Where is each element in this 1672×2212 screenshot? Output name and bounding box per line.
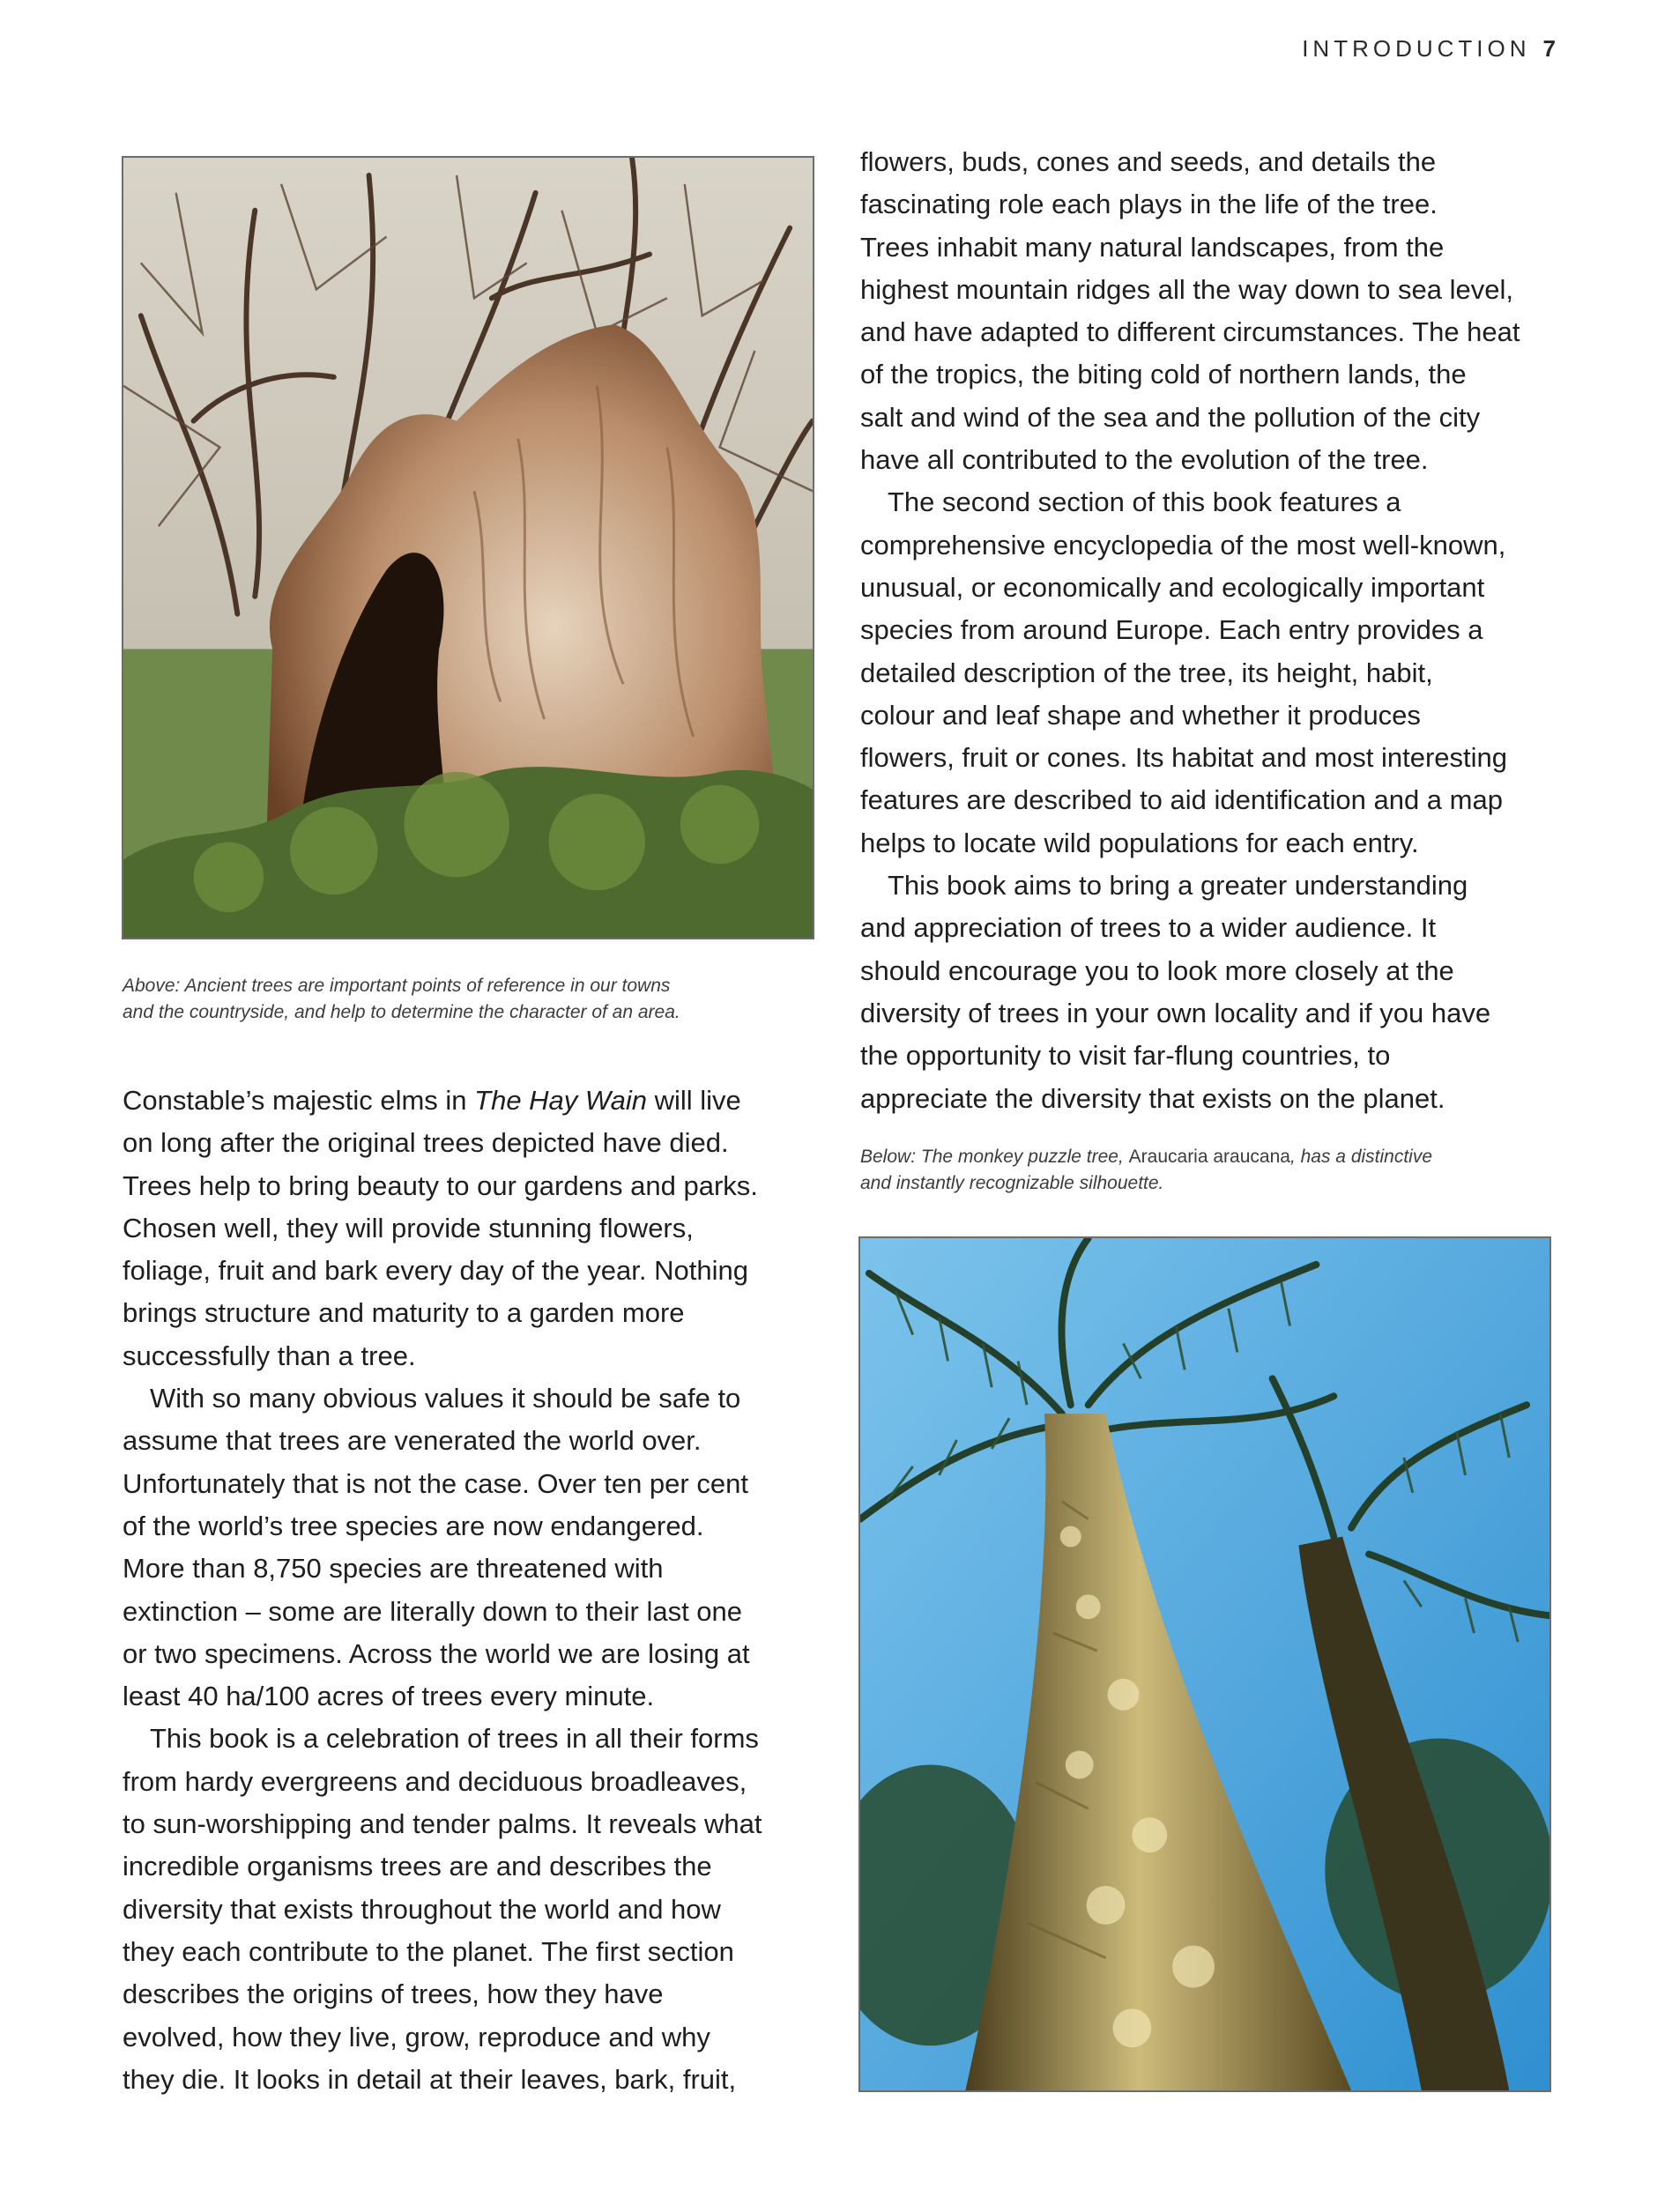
body-line: describes the origins of trees, how they have — [123, 1978, 664, 2010]
caption-bottom-line — [860, 1144, 1551, 1170]
caption-top-line — [123, 973, 814, 999]
body-line: of the tropics, the biting cold of northern lands, the — [860, 359, 1467, 390]
body-line: on long after the original trees depicted have died. — [123, 1127, 729, 1159]
body-line: successfully than a tree. — [123, 1340, 416, 1371]
body-line: brings structure and maturity to a garden more — [123, 1297, 685, 1329]
caption-top — [123, 973, 814, 1026]
caption-bottom-text: , has a distinctive — [1289, 1147, 1433, 1167]
caption-top-text: Ancient trees are important points of reference in our towns — [184, 976, 671, 996]
body-line: Trees inhabit many natural landscapes, from the — [860, 231, 1445, 263]
body-line: evolved, how they live, grow, reproduce and why — [123, 2021, 710, 2052]
body-line: fascinating role each plays in the life of the tree. — [860, 189, 1438, 220]
body-line: and appreciation of trees to a wider audience. It — [860, 912, 1437, 944]
caption-bottom — [860, 1144, 1551, 1197]
body-line: assume that trees are venerated the world over. — [123, 1425, 702, 1457]
body-line: helps to locate wild populations for each entry. — [860, 827, 1419, 858]
ancient-tree-photo — [122, 156, 814, 939]
body-line: the opportunity to visit far-flung countries, to — [860, 1040, 1391, 1072]
body-line: This book is a celebration of trees in all their forms — [123, 1723, 759, 1755]
section-title: INTRODUCTION — [1302, 35, 1531, 62]
body-text: Constable’s majestic elms in — [123, 1085, 475, 1116]
body-line: or two specimens. Across the world we are losing at — [123, 1637, 750, 1669]
body-line: highest mountain ridges all the way down to sea level, — [860, 273, 1513, 305]
body-line — [123, 1080, 828, 1122]
body-line: comprehensive encyclopedia of the most well-known, — [860, 529, 1506, 560]
body-line: With so many obvious values it should be safe to — [123, 1383, 741, 1414]
body-line: should encourage you to look more closely at the — [860, 954, 1454, 986]
monkey-puzzle-photo — [858, 1236, 1551, 2092]
painting-title: The Hay Wain — [474, 1085, 647, 1116]
right-column — [860, 141, 1565, 1120]
body-line: extinction – some are literally down to their last one — [123, 1595, 743, 1627]
caption-bottom-line: and instantly recognizable silhouette. — [860, 1173, 1164, 1193]
body-line: appreciate the diversity that exists on the planet. — [860, 1082, 1445, 1114]
body-line: to sun-worshipping and tender palms. It reveals what — [123, 1808, 762, 1840]
caption-top-line: and the countryside, and help to determine the character of an area. — [123, 1002, 680, 1022]
body-line: diversity of trees in your own locality and if you have — [860, 997, 1491, 1028]
body-line: unusual, or economically and ecologically important — [860, 571, 1485, 603]
ancient-tree-illustration — [123, 158, 813, 938]
body-line: salt and wind of the sea and the pollution of the city — [860, 401, 1481, 433]
body-line: features are described to aid identification and a map — [860, 784, 1503, 816]
left-column — [123, 1080, 828, 2101]
body-line: Trees help to bring beauty to our gardens and parks. — [123, 1169, 758, 1201]
body-line: species from around Europe. Each entry provides a — [860, 614, 1483, 646]
body-line: they die. It looks in detail at their leaves, bark, fruit, — [123, 2063, 737, 2095]
species-name: Araucaria araucana — [1128, 1147, 1290, 1167]
running-head — [1302, 35, 1556, 63]
body-line: More than 8,750 species are threatened with — [123, 1553, 664, 1585]
page-number: 7 — [1542, 35, 1556, 62]
body-line: diversity that exists throughout the world and how — [123, 1893, 721, 1925]
body-line: foliage, fruit and bark every day of the year. Nothing — [123, 1255, 748, 1287]
body-line: The second section of this book features a — [860, 486, 1401, 518]
body-line: least 40 ha/100 acres of trees every minute. — [123, 1681, 655, 1712]
body-line: detailed description of the tree, its height, habit, — [860, 657, 1433, 688]
body-line: flowers, fruit or cones. Its habitat and most interesting — [860, 742, 1508, 774]
body-line: they each contribute to the planet. The first section — [123, 1935, 734, 1967]
body-line: Unfortunately that is not the case. Over ten per cent — [123, 1467, 748, 1499]
body-line: and have adapted to different circumstances. The heat — [860, 316, 1520, 348]
body-text: will live — [646, 1085, 741, 1116]
body-line: colour and leaf shape and whether it produces — [860, 699, 1421, 731]
caption-top-lead: Above: — [123, 976, 185, 996]
body-line: of the world’s tree species are now endangered. — [123, 1510, 704, 1541]
body-line: flowers, buds, cones and seeds, and details the — [860, 146, 1437, 177]
body-line: This book aims to bring a greater understanding — [860, 870, 1468, 902]
monkey-puzzle-illustration — [860, 1238, 1549, 2090]
caption-bottom-text: The monkey puzzle tree, — [920, 1147, 1129, 1167]
body-line: have all contributed to the evolution of the tree. — [860, 444, 1429, 476]
body-line: Chosen well, they will provide stunning flowers, — [123, 1212, 694, 1243]
body-line: incredible organisms trees are and describes the — [123, 1851, 712, 1882]
body-line: from hardy evergreens and deciduous broadleaves, — [123, 1765, 747, 1797]
caption-bottom-lead: Below: — [860, 1147, 921, 1167]
